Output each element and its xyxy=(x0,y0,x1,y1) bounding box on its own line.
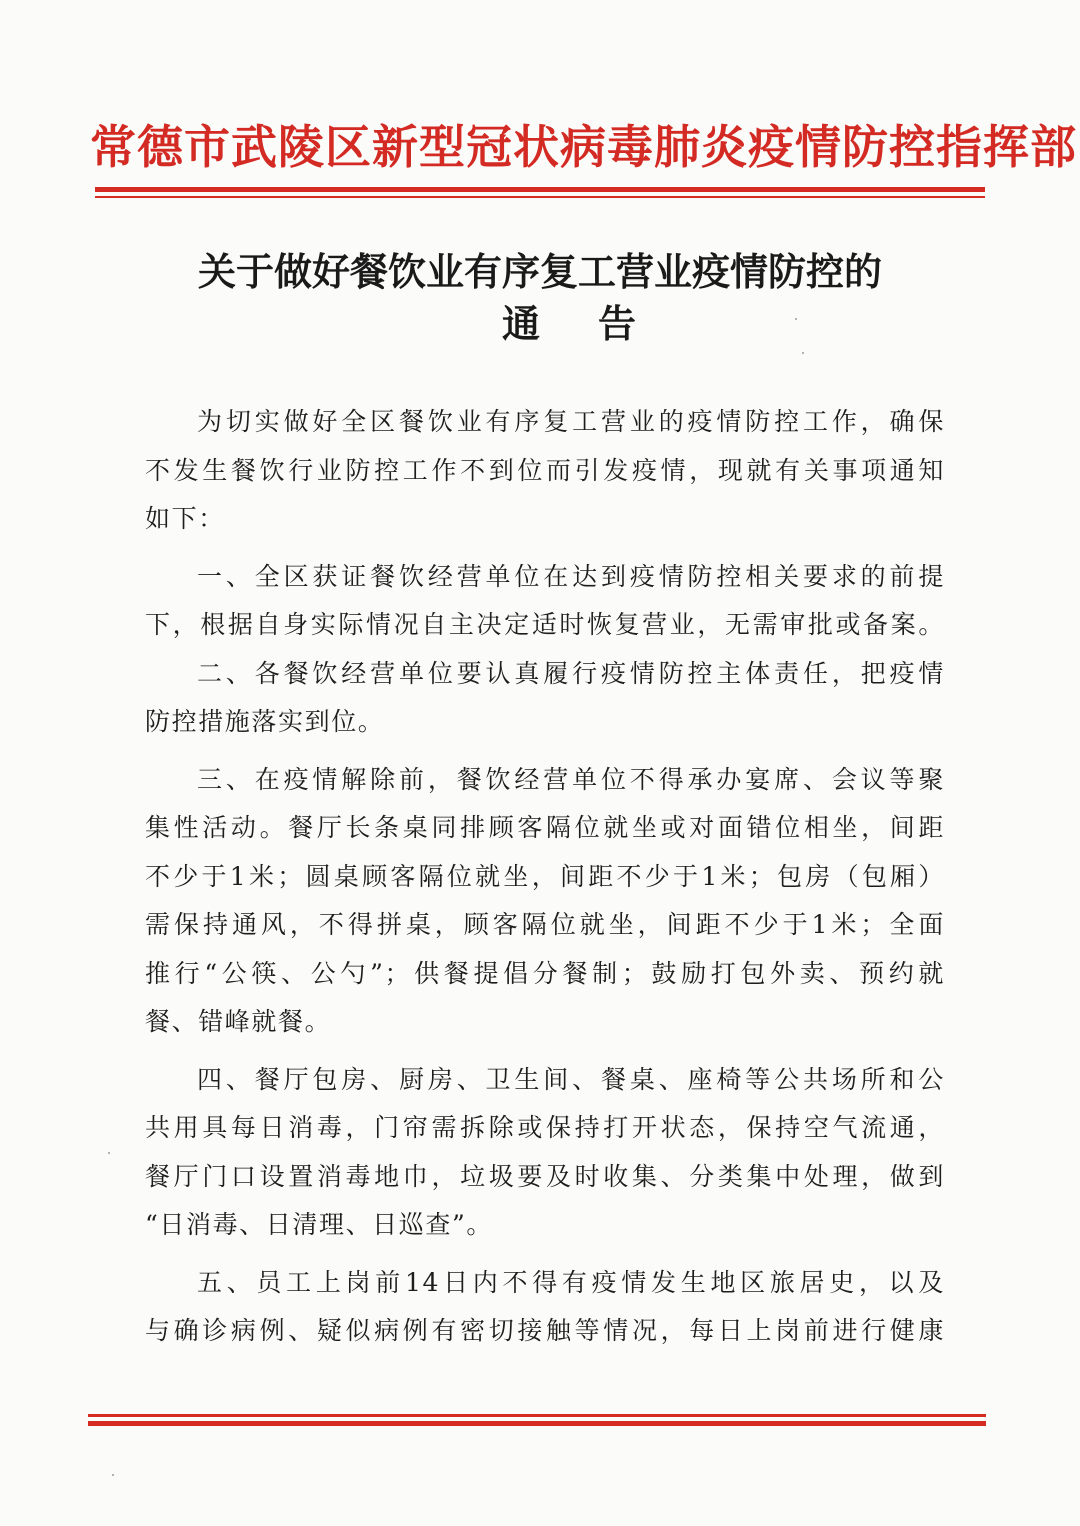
body-line: 与确诊病例、疑似病例有密切接触等情况，每日上岗前进行健康 xyxy=(145,1316,945,1345)
body-line: 四、餐厅包房、厨房、卫生间、餐桌、座椅等公共场所和公 xyxy=(197,1064,945,1094)
header-red-rule-thick xyxy=(95,187,985,192)
body-line: 共用具每日消毒，门帘需拆除或保持打开状态，保持空气流通， xyxy=(145,1113,945,1142)
body-line: 五、员工上岗前14日内不得有疫情发生地区旅居史，以及 xyxy=(197,1267,945,1297)
body-line: 不发生餐饮行业防控工作不到位而引发疫情，现就有关事项通知 xyxy=(145,455,945,485)
body-line: 不少于1米；圆桌顾客隔位就坐，间距不少于1米；包房（包厢） xyxy=(145,861,945,891)
body-line: 需保持通风，不得拼桌，顾客隔位就坐，间距不少于1米；全面 xyxy=(145,910,945,939)
body-line: 防控措施落实到位。 xyxy=(145,707,385,736)
scan-speck xyxy=(795,318,797,320)
notice-title-line-1: 关于做好餐饮业有序复工营业疫情防控的 xyxy=(197,249,882,294)
body-line: 二、各餐饮经营单位要认真履行疫情防控主体责任，把疫情 xyxy=(197,658,945,688)
body-line: 下，根据自身实际情况自主决定适时恢复营业，无需审批或备案。 xyxy=(145,610,945,639)
body-line: 推行“公筷、公勺”；供餐提倡分餐制；鼓励打包外卖、预约就 xyxy=(145,958,945,988)
footer-red-rule-thin xyxy=(88,1414,986,1417)
body-line: 为切实做好全区餐饮业有序复工营业的疫情防控工作，确保 xyxy=(197,407,945,436)
body-line: “日消毒、日清理、日巡查”。 xyxy=(145,1210,493,1239)
footer-red-rule-thick xyxy=(88,1421,986,1426)
body-line: 餐、错峰就餐。 xyxy=(145,1007,332,1036)
scan-speck xyxy=(108,1152,110,1154)
notice-title-line-2: 通告 xyxy=(501,301,694,346)
notice-body xyxy=(145,398,945,1356)
body-line: 餐厅门口设置消毒地巾，垃圾要及时收集、分类集中处理，做到 xyxy=(145,1161,945,1191)
scan-speck xyxy=(802,352,804,354)
issuing-organization-header: 常德市武陵区新型冠状病毒肺炎疫情防控指挥部 xyxy=(90,120,1077,174)
body-line: 一、全区获证餐饮经营单位在达到疫情防控相关要求的前提 xyxy=(197,561,945,591)
header-red-rule-thin xyxy=(95,196,985,198)
body-line: 集性活动。餐厅长条桌同排顾客隔位就坐或对面错位相坐，间距 xyxy=(145,813,945,842)
scan-speck xyxy=(112,1474,114,1476)
body-line: 如下： xyxy=(145,504,225,533)
body-line: 三、在疫情解除前，餐饮经营单位不得承办宴席、会议等聚 xyxy=(197,764,945,794)
